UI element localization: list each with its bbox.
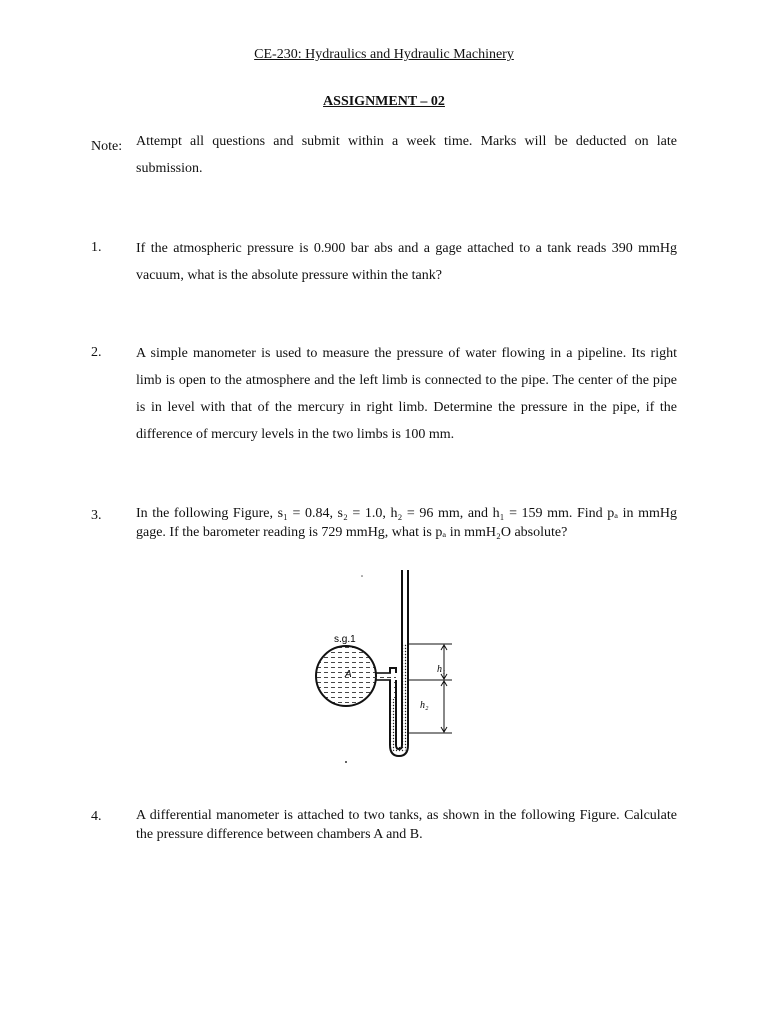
connecting-pipe xyxy=(374,673,392,680)
assignment-heading: ASSIGNMENT – 02 xyxy=(323,94,445,109)
question-2-text: A simple manometer is used to measure the pressure of water flowing in a pipeline. Its right limb is open to the atmosphere and the left limb is connected to the pipe. The center of the pipe is in level with that of the mercury in right limb. Determine the pressure in the pipe, if the difference of mercury levels in the two limbs is 100 mm. xyxy=(136,346,677,442)
label-sg: s.g.1 xyxy=(334,634,356,645)
course-title: CE-230: Hydraulics and Hydraulic Machinery xyxy=(254,47,514,62)
label-h2: h₂ xyxy=(420,700,429,711)
question-4-number: 4. xyxy=(91,809,102,824)
label-a: A xyxy=(345,669,352,680)
manometer-figure xyxy=(296,560,476,770)
note-text: Attempt all questions and submit within a week time. Marks will be deducted on late submission. xyxy=(136,134,677,176)
question-3-number: 3. xyxy=(91,508,102,523)
question-1-number: 1. xyxy=(91,240,102,255)
question-2-number: 2. xyxy=(91,345,102,360)
question-4-text: A differential manometer is attached to two tanks, as shown in the following Figure. Calculate the pressure difference between chambers A and B. xyxy=(136,808,677,842)
question-1-text: If the atmospheric pressure is 0.900 bar abs and a gage attached to a tank reads 390 mmHg vacuum, what is the absolute pressure within the tank? xyxy=(136,241,677,283)
question-3-text: In the following Figure, s₁ = 0.84, s₂ = 1.0, h₂ = 96 mm, and h₁ = 159 mm. Find pₐ in mmHg gage. If the barometer reading is 729 mmHg, what is pₐ in mmH₂O absolute? xyxy=(136,506,677,540)
stray-mark xyxy=(361,575,363,577)
stray-mark xyxy=(345,761,347,763)
note-label: Note: xyxy=(91,139,123,154)
label-h1: h₁ xyxy=(437,664,446,675)
dimension-lines xyxy=(409,644,452,733)
